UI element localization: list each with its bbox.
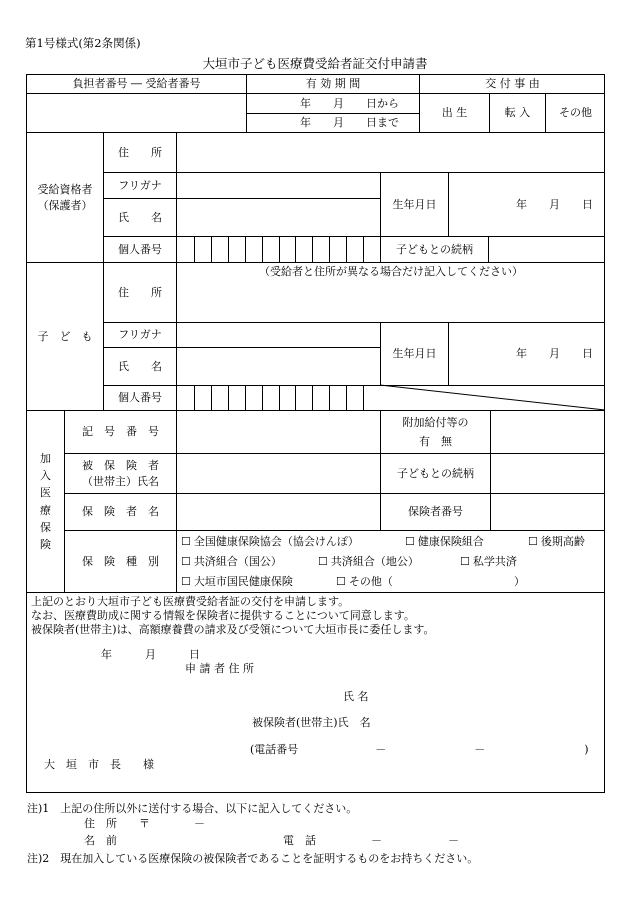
option-kyosai-kokko[interactable] xyxy=(181,556,282,567)
extra-label-1: 附加給付等の xyxy=(402,415,469,429)
checkbox-icon[interactable]: ☐ xyxy=(528,535,538,548)
child-furigana-field[interactable] xyxy=(177,323,380,347)
declaration-line-2: なお、医療費助成に関する情報を保険者に提供することについて同意します。 xyxy=(31,609,415,622)
insured-label-1: 被 保 険 者 xyxy=(82,459,159,473)
header-reason: 交 付 事 由 xyxy=(485,77,540,91)
child-mynumber-field[interactable] xyxy=(177,386,380,410)
child-name-label: 氏 名 xyxy=(118,359,162,373)
checkbox-icon[interactable]: ☐ xyxy=(405,535,415,548)
insurance-section-char: 加 xyxy=(40,451,51,465)
period-to[interactable]: 年 月 日まで xyxy=(300,116,399,130)
extra-benefit-label xyxy=(381,411,490,453)
child-section-label: 子 ど も xyxy=(37,329,93,343)
guardian-mynumber-label: 個人番号 xyxy=(118,242,162,256)
option-label: 共済組合（地公） xyxy=(330,555,419,568)
option-kouki[interactable] xyxy=(528,536,585,547)
option-other-close: ） xyxy=(514,575,525,588)
option-kokuho[interactable] xyxy=(181,576,293,587)
guardian-label-2: （保護者） xyxy=(37,198,93,212)
guardian-name-label: 氏 名 xyxy=(118,210,162,224)
option-kyosai-chiko[interactable] xyxy=(318,556,419,567)
option-kyokai[interactable] xyxy=(181,536,359,547)
checkbox-icon[interactable]: ☐ xyxy=(318,555,328,568)
option-label: 全国健康保険協会（協会けんぽ） xyxy=(193,535,359,548)
insurance-section-char: 保 xyxy=(40,520,51,534)
mayor-address: 大 垣 市 長 様 xyxy=(44,758,154,771)
child-address-field[interactable] xyxy=(177,280,605,322)
insurer-number-label: 保険者番号 xyxy=(408,505,463,519)
symbol-label: 記 号 番 号 xyxy=(82,425,159,439)
insurance-section-label xyxy=(27,411,64,592)
insurance-section-char: 険 xyxy=(40,537,51,551)
note-1: 注)1 上記の住所以外に送付する場合、以下に記入してください。 xyxy=(27,802,358,815)
option-shigaku[interactable] xyxy=(460,556,517,567)
insurance-relation-field[interactable] xyxy=(491,454,605,493)
guardian-furigana-label: フリガナ xyxy=(118,178,162,192)
phone-number-field[interactable]: (電話番号 － － ) xyxy=(250,743,589,756)
option-label: 大垣市国民健康保険 xyxy=(193,575,293,588)
guardian-birth-field[interactable]: 年 月 日 xyxy=(516,197,593,211)
insurance-relation-label: 子どもとの続柄 xyxy=(397,466,474,480)
child-name-field[interactable] xyxy=(177,348,380,385)
header-period: 有 効 期 間 xyxy=(305,77,361,91)
form-title: 大垣市子ども医療費受給者証交付申請書 xyxy=(202,56,428,71)
guardian-section-label xyxy=(27,133,103,262)
note-phone[interactable]: 電 話 － － xyxy=(283,834,459,847)
application-date[interactable]: 年 月 日 xyxy=(101,648,200,661)
insurer-label: 保 険 者 名 xyxy=(82,505,159,519)
form-number: 第1号様式(第2条関係) xyxy=(25,36,141,50)
guardian-label-1: 受給資格者 xyxy=(37,183,93,197)
guardian-relation-label: 子どもとの続柄 xyxy=(396,242,473,256)
insured-name-field[interactable] xyxy=(177,454,380,493)
checkbox-icon[interactable]: ☐ xyxy=(460,555,470,568)
child-birth-label: 生年月日 xyxy=(392,347,437,361)
guardian-mynumber-field[interactable] xyxy=(177,237,380,262)
option-label: その他（ xyxy=(348,575,393,588)
insured-label-2: （世帯主）氏名 xyxy=(82,474,159,488)
reason-move[interactable]: 転 入 xyxy=(504,106,531,120)
insurance-section-char: 療 xyxy=(40,503,51,517)
child-birth-field[interactable]: 年 月 日 xyxy=(516,347,593,361)
option-label: 私学共済 xyxy=(472,555,517,568)
extra-benefit-field[interactable] xyxy=(491,411,605,453)
number-field[interactable] xyxy=(27,94,246,132)
child-address-label: 住 所 xyxy=(118,285,162,299)
checkbox-icon[interactable]: ☐ xyxy=(181,575,191,588)
applicant-address-label: 申 請 者 住 所 xyxy=(185,662,254,675)
declaration-line-3: 被保険者(世帯主)は、高額療養費の請求及び受領について大垣市長に委任します。 xyxy=(31,623,435,636)
child-address-note: （受給者と住所が異なる場合だけ記入してください） xyxy=(259,265,523,278)
guardian-address-label: 住 所 xyxy=(118,145,162,159)
insurance-section-char: 医 xyxy=(40,486,51,500)
checkbox-icon[interactable]: ☐ xyxy=(181,555,191,568)
option-label: 後期高齢 xyxy=(540,535,585,548)
option-kenpo-kumiai[interactable] xyxy=(405,536,484,547)
checkbox-icon[interactable]: ☐ xyxy=(181,535,191,548)
insured-name-label xyxy=(65,454,176,493)
checkbox-icon[interactable]: ☐ xyxy=(336,575,346,588)
insured-head-name-label: 被保険者(世帯主)氏 名 xyxy=(252,716,371,729)
option-other[interactable] xyxy=(336,576,393,587)
symbol-field[interactable] xyxy=(177,411,380,453)
header-number: 負担者番号 ― 受給者番号 xyxy=(72,77,201,91)
insurance-section-text xyxy=(40,452,51,551)
guardian-name-field[interactable] xyxy=(177,199,380,236)
insurer-field[interactable] xyxy=(177,494,380,530)
note-address[interactable]: 住 所 〒 － xyxy=(84,817,205,830)
note-2: 注)2 現在加入している医療保険の被保険者であることを証明するものをお持ちください。 xyxy=(27,852,479,865)
guardian-birth-label: 生年月日 xyxy=(392,197,437,211)
extra-label-2: 有 無 xyxy=(419,435,452,448)
period-from[interactable]: 年 月 日から xyxy=(300,96,399,110)
reason-other[interactable]: その他 xyxy=(559,106,592,120)
insurance-section-char: 入 xyxy=(40,469,51,483)
declaration-line-1: 上記のとおり大垣市子ども医療費受給者証の交付を申請します。 xyxy=(31,595,350,608)
reason-birth[interactable]: 出 生 xyxy=(441,106,468,120)
option-label: 健康保険組合 xyxy=(417,535,484,548)
insurer-number-field[interactable] xyxy=(491,494,605,530)
insurance-type-label: 保 険 種 別 xyxy=(82,554,159,568)
guardian-furigana-field[interactable] xyxy=(177,173,380,198)
applicant-name-label: 氏 名 xyxy=(343,690,369,703)
guardian-relation-field[interactable] xyxy=(489,237,605,262)
child-furigana-label: フリガナ xyxy=(118,328,162,342)
child-mynumber-label: 個人番号 xyxy=(118,391,162,405)
option-label: 共済組合（国公） xyxy=(193,555,282,568)
guardian-address-field[interactable] xyxy=(177,133,605,172)
note-name[interactable]: 名 前 xyxy=(84,834,117,847)
